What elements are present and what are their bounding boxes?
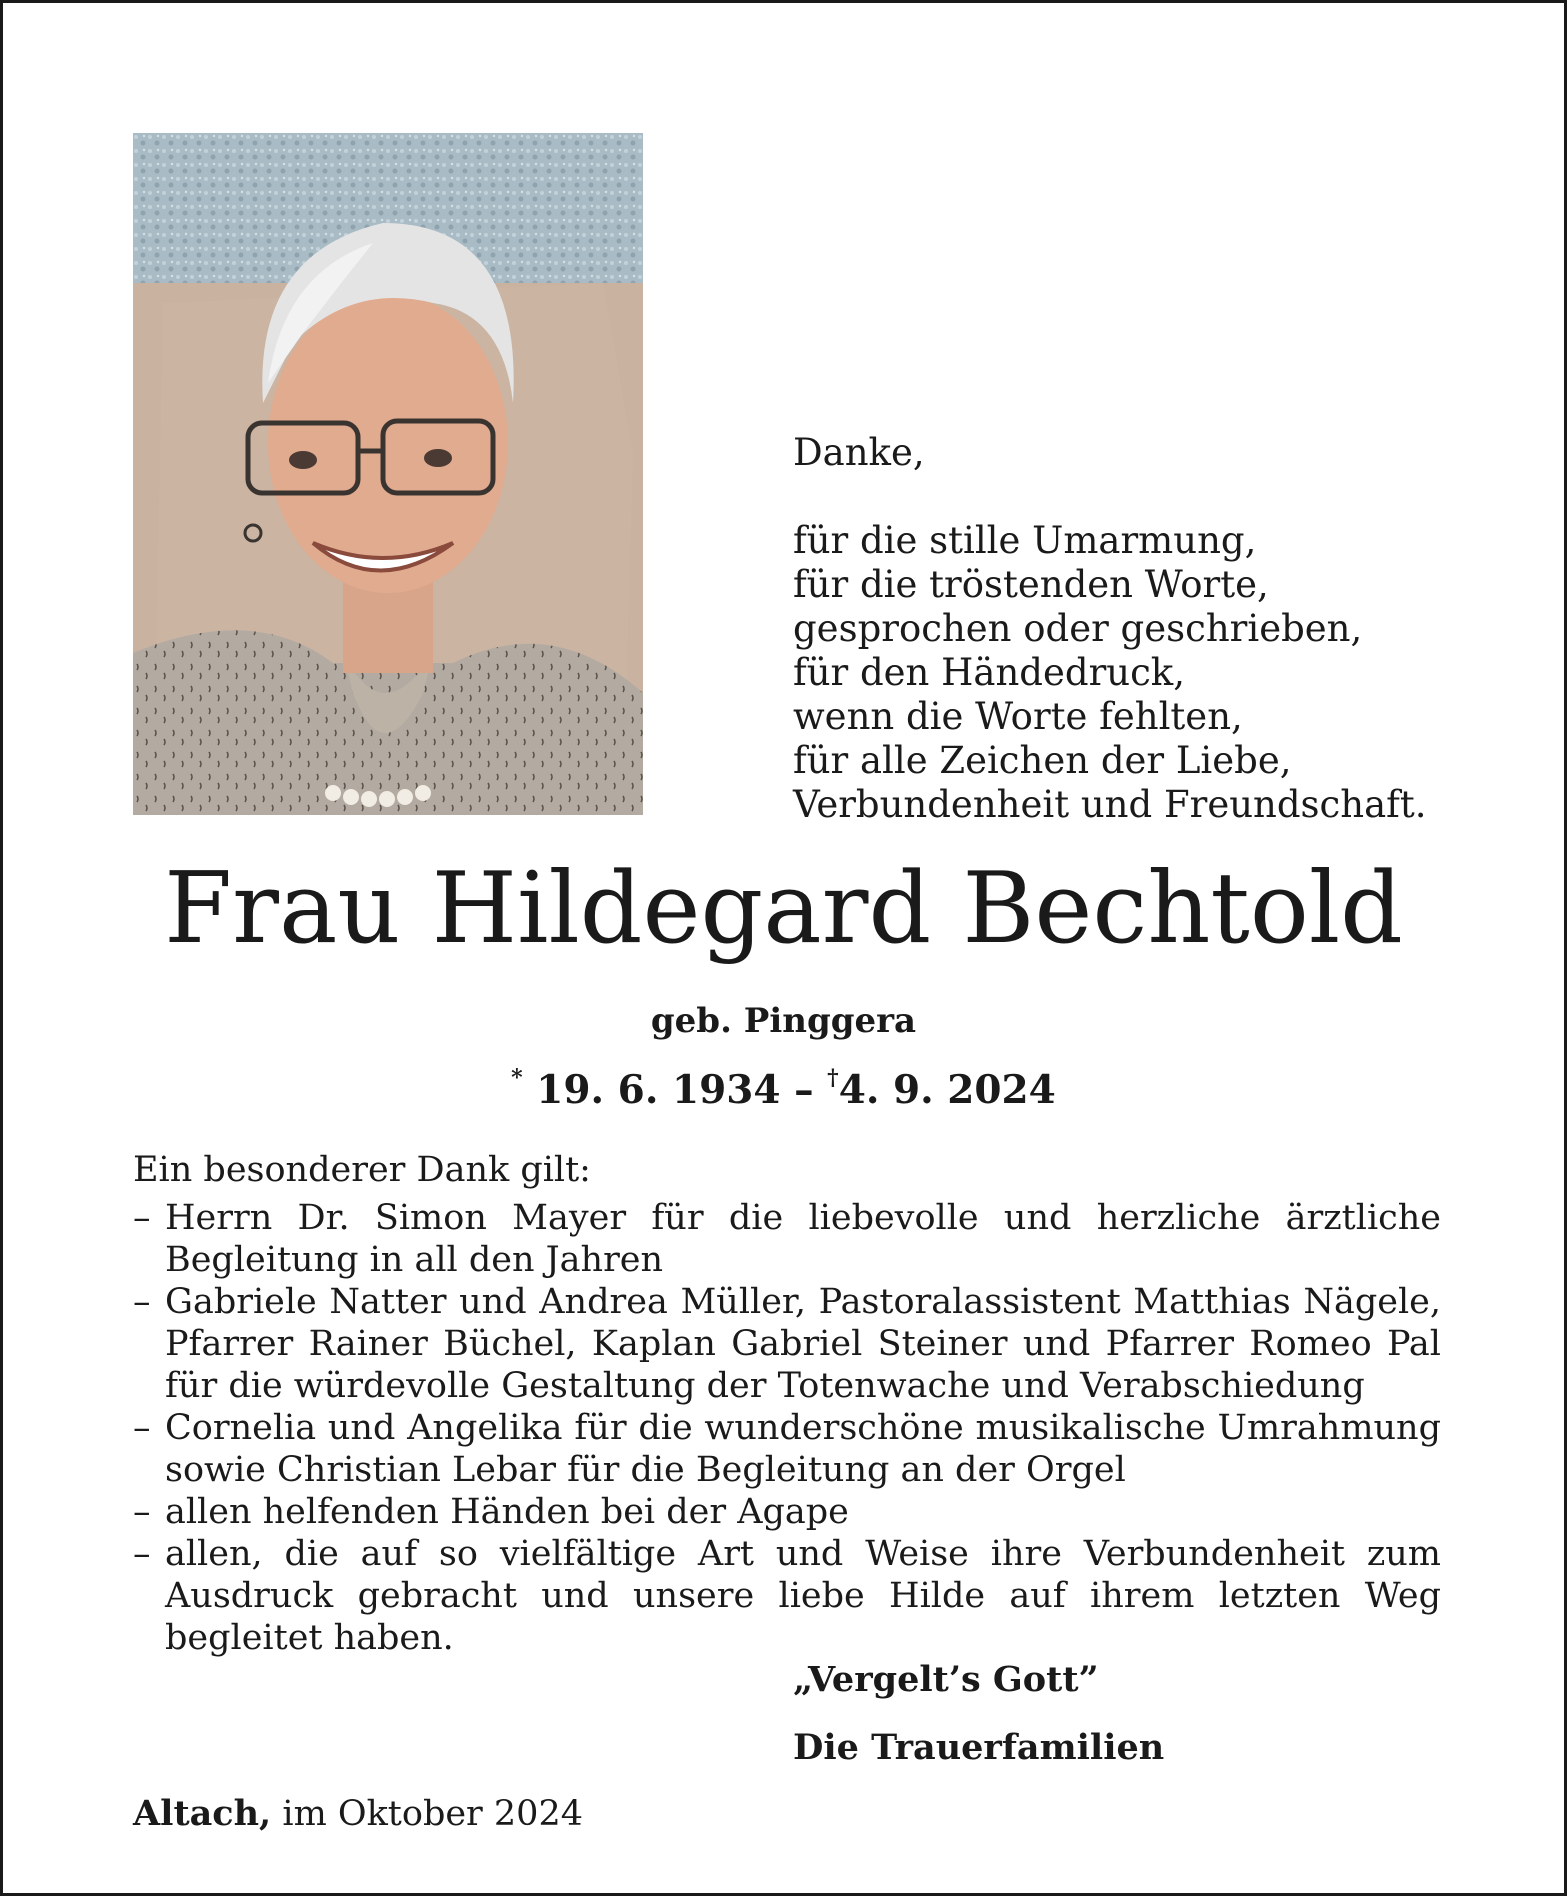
list-item <box>133 1491 1441 1533</box>
poem-line: für alle Zeichen der Liebe, <box>793 739 1292 782</box>
dash-bullet: – <box>133 1408 151 1448</box>
special-thanks <box>133 1149 1441 1659</box>
poem-line: für den Händedruck, <box>793 651 1185 694</box>
portrait-image <box>133 133 643 815</box>
dash-bullet: – <box>133 1534 151 1574</box>
life-dates <box>3 1067 1564 1113</box>
poem-line: wenn die Worte fehlten, <box>793 695 1243 738</box>
list-item <box>133 1407 1441 1491</box>
dash-bullet: – <box>133 1282 151 1322</box>
list-item-text: allen helfenden Händen bei der Agape <box>165 1492 849 1532</box>
thanks-intro: Ein besonderer Dank gilt: <box>133 1150 591 1190</box>
dash-bullet: – <box>133 1492 151 1532</box>
thanks-list <box>133 1197 1441 1659</box>
closing-quote: „Vergelt’s Gott” <box>793 1659 1099 1700</box>
portrait-photo <box>133 133 643 815</box>
list-item <box>133 1533 1441 1659</box>
birth-name: geb. Pinggera <box>650 1001 917 1041</box>
poem-line: für die tröstenden Worte, <box>793 563 1269 606</box>
death-symbol: † <box>827 1065 839 1091</box>
list-item-text: Herrn Dr. Simon Mayer für die liebevolle und herzliche ärztliche Begleitung in all den Jahren <box>165 1198 1441 1280</box>
place-name: Altach, <box>133 1793 272 1834</box>
date-separator: – <box>794 1067 814 1113</box>
list-item <box>133 1197 1441 1281</box>
poem-line: für die stille Umarmung, <box>793 519 1257 562</box>
deceased-name: Frau Hildegard Bechtold <box>164 852 1403 966</box>
list-item <box>133 1281 1441 1407</box>
poem-line: Verbundenheit und Freundschaft. <box>793 783 1427 826</box>
closing <box>793 1659 1164 1769</box>
poem-line: gesprochen oder geschrieben, <box>793 607 1363 650</box>
poem-title: Danke, <box>793 431 925 474</box>
list-item-text: allen, die auf so vielfältige Art und Weise ihre Verbundenheit zum Ausdruck gebracht und unsere liebe Hilde auf ihrem letzten Weg begleitet haben. <box>165 1534 1441 1658</box>
dash-bullet: – <box>133 1198 151 1238</box>
birth-symbol: * <box>511 1065 523 1091</box>
birth-date: 19. 6. 1934 <box>536 1067 781 1113</box>
list-item-text: Gabriele Natter und Andrea Müller, Pastoralassistent Matthias Nägele, Pfarrer Rainer Büchel, Kaplan Gabriel Steiner und Pfarrer Romeo Pal für die würdevolle Gestaltung der Totenwache und Verabschiedung <box>165 1282 1441 1406</box>
list-item-text: Cornelia und Angelika für die wunderschöne musikalische Umrahmung sowie Christian Lebar für die Begleitung an der Orgel <box>165 1408 1441 1490</box>
thank-you-poem <box>793 431 1513 827</box>
place-and-date <box>133 1793 583 1835</box>
publication-date: im Oktober 2024 <box>282 1794 583 1834</box>
signature: Die Trauerfamilien <box>793 1727 1165 1768</box>
death-date: 4. 9. 2024 <box>838 1067 1056 1113</box>
